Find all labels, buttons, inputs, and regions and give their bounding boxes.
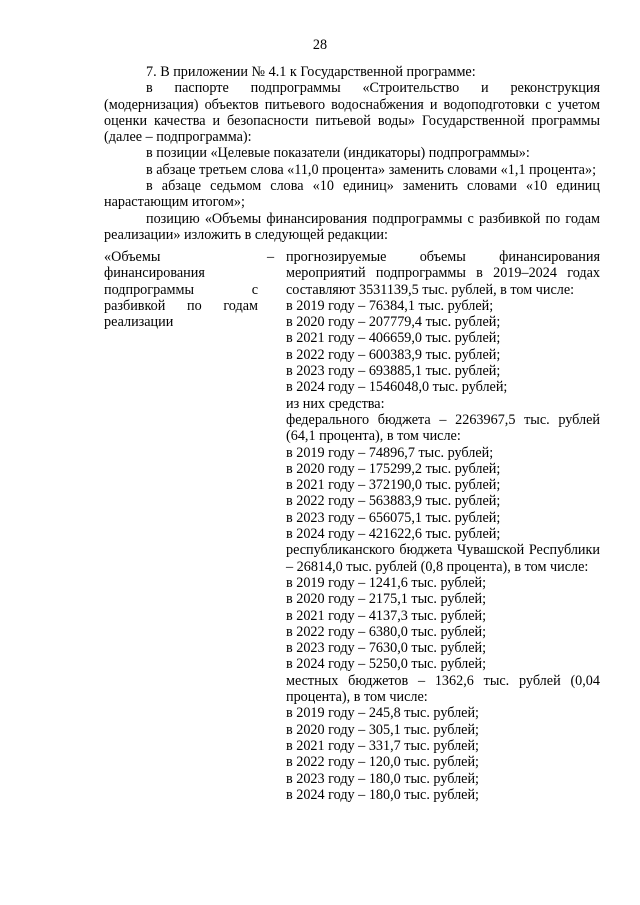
financing-line: прогнозируемые объемы финансирования мероприятий подпрограммы в 2019–2024 годах составляют 3531139,5 тыс. рублей, в том числе: — [286, 249, 600, 298]
financing-line: в 2024 году – 421622,6 тыс. рублей; — [286, 526, 501, 543]
financing-line: в 2024 году – 180,0 тыс. рублей; — [286, 786, 479, 803]
financing-line: в 2020 году – 175299,2 тыс. рублей; — [286, 460, 501, 477]
financing-line: в 2023 году – 180,0 тыс. рублей; — [286, 770, 479, 787]
financing-line: в 2024 году – 5250,0 тыс. рублей; — [286, 656, 487, 673]
financing-line: в 2019 году – 76384,1 тыс. рублей; — [286, 297, 494, 314]
financing-line: в 2020 году – 2175,1 тыс. рублей; — [286, 591, 487, 608]
financing-line: в 2022 году – 6380,0 тыс. рублей; — [286, 623, 487, 640]
intro-paragraph: в позиции «Целевые показатели (индикаторы) подпрограммы»: — [146, 145, 530, 162]
financing-label: «Объемы финансирования подпрограммы с разбивкой по годам реализации — [104, 249, 258, 331]
financing-details — [286, 249, 600, 803]
financing-line: в 2022 году – 563883,9 тыс. рублей; — [286, 493, 501, 510]
intro-paragraph: 7. В приложении № 4.1 к Государственной программе: — [146, 64, 476, 80]
financing-line: в 2019 году – 245,8 тыс. рублей; — [286, 705, 479, 722]
financing-line: республиканского бюджета Чувашской Республики – 26814,0 тыс. рублей (0,8 процента), в том числе: — [286, 542, 600, 575]
label-dash: – — [267, 249, 275, 265]
intro-paragraph: в паспорте подпрограммы «Строительство и реконструкция (модернизация) объектов питьевого водоснабжения и водоподготовки с учетом оценки качества и безопасности питьевой воды» Государственной программы (далее – подпрограмма): — [104, 80, 600, 146]
financing-line: местных бюджетов – 1362,6 тыс. рублей (0,04 процента), в том числе: — [286, 672, 600, 706]
financing-line: в 2022 году – 600383,9 тыс. рублей; — [286, 346, 501, 363]
financing-line: в 2021 году – 372190,0 тыс. рублей; — [286, 477, 501, 494]
intro-text — [104, 64, 600, 243]
financing-line: в 2021 году – 4137,3 тыс. рублей; — [286, 607, 487, 624]
financing-line: в 2021 году – 406659,0 тыс. рублей; — [286, 330, 501, 347]
financing-line: федерального бюджета – 2263967,5 тыс. рублей (64,1 процента), в том числе: — [286, 411, 600, 445]
financing-line: в 2019 году – 74896,7 тыс. рублей; — [286, 444, 494, 461]
financing-line: в 2020 году – 305,1 тыс. рублей; — [286, 721, 479, 738]
financing-line: в 2023 году – 7630,0 тыс. рублей; — [286, 640, 487, 657]
financing-line: в 2020 году – 207779,4 тыс. рублей; — [286, 314, 501, 331]
financing-line: в 2023 году – 656075,1 тыс. рублей; — [286, 509, 501, 526]
financing-line: в 2023 году – 693885,1 тыс. рублей; — [286, 363, 501, 380]
financing-line: в 2021 году – 331,7 тыс. рублей; — [286, 737, 479, 754]
intro-paragraph: в абзаце третьем слова «11,0 процента» заменить словами «1,1 процента»; — [146, 161, 597, 178]
financing-line: в 2019 году – 1241,6 тыс. рублей; — [286, 574, 487, 591]
intro-paragraph: позицию «Объемы финансирования подпрограммы с разбивкой по годам реализации» изложить в следующей редакции: — [104, 210, 600, 243]
financing-line: в 2022 году – 120,0 тыс. рублей; — [286, 754, 479, 771]
financing-line: из них средства: — [286, 395, 385, 412]
intro-paragraph: в абзаце седьмом слова «10 единиц» заменить словами «10 единиц нарастающим итогом»; — [104, 178, 600, 211]
financing-line: в 2024 году – 1546048,0 тыс. рублей; — [286, 379, 508, 396]
page-number: 28 — [312, 37, 328, 53]
